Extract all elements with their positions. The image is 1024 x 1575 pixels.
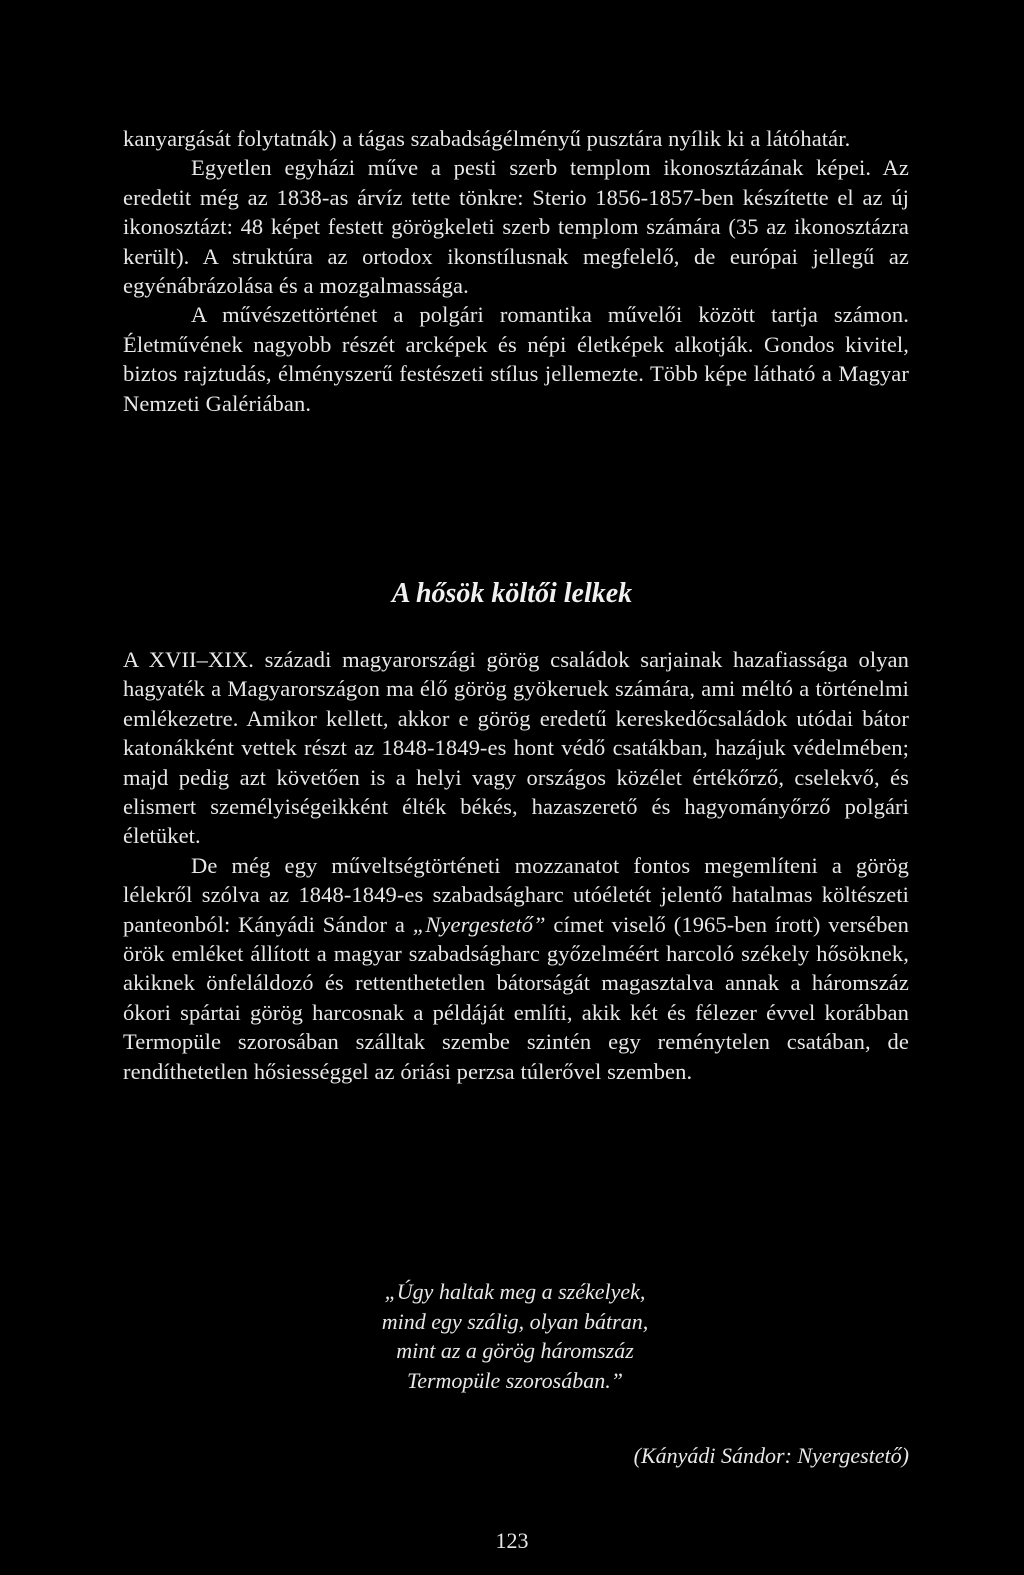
poem-quote bbox=[300, 1277, 730, 1395]
paragraph: A művészettörténet a polgári romantika művelői között tartja számon. Életművének nagyobb részét arcképek és népi életképek alkotják. Gondos kivitel, biztos rajztudás, élményszerű festészeti stílus jellemezte. Több képe látható a Magyar Nemzeti Galériában. bbox=[123, 302, 909, 416]
paragraph bbox=[123, 851, 909, 1086]
paragraph: A XVII–XIX. századi magyarországi görög családok sarjainak hazafiassága olyan hagyaték a Magyarországon ma élő görög gyökeruek számára, ami méltó a történelmi emlékezetre. Amikor kellett, akkor e görög eredetű kereskedőcsaládok utódai bátor katonákként vettek részt az 1848-1849-es hont védő csatákban, hazájuk védelmében; majd pedig azt követően is a helyi vagy országos közélet értékőrző, cselekvő, és elismert személyiségeikként élték békés, hazaszerető és hagyományőrző polgári életüket. bbox=[123, 647, 909, 849]
page-number: 123 bbox=[495, 1528, 529, 1553]
poem-line: mind egy szálig, olyan bátran, bbox=[381, 1308, 649, 1334]
text-section-2 bbox=[123, 645, 909, 1086]
paragraph: kanyargását folytatnák) a tágas szabadságélményű pusztára nyílik ki a látóhatár. bbox=[123, 126, 851, 151]
poem-line: Termopüle szorosában.” bbox=[407, 1367, 623, 1393]
section-heading: A hősök költői lelkek bbox=[391, 578, 633, 609]
text-section-1 bbox=[123, 124, 909, 418]
poem-line: „Úgy haltak meg a székelyek, bbox=[384, 1279, 646, 1304]
paragraph-text: címet viselő (1965-ben írott) versében örök emléket állított a magyar szabadságharc győzelméért harcoló székely hősöknek, akiknek önfeláldozó és rettenthetetlen bátorságát magasztalva annak a háromszáz ókori spártai görög harcosnak a példáját említi, akik két és félezer évvel korábban Termopüle szorosában szálltak szembe szintén egy reménytelen csatában, de rendíthetetlen hősiességgel az óriási perzsa túlerővel szemben. bbox=[123, 911, 909, 1084]
poem-title-reference: „Nyergestető” bbox=[412, 911, 546, 937]
paragraph-text: De még egy műveltségtörténeti mozzanatot fontos megemlíteni a görög lélekről szólva az 1848-1849-es szabadságharc utóéletét jelentő hatalmas költészeti panteonból: Kányádi Sándor a bbox=[123, 852, 909, 937]
poem-line: mint az a görög háromszáz bbox=[396, 1338, 634, 1364]
poem-attribution: (Kányádi Sándor: Nyergestető) bbox=[633, 1443, 909, 1468]
paragraph: Egyetlen egyházi műve a pesti szerb templom ikonosztázának képei. Az eredetit még az 1838-as árvíz tette tönkre: Sterio 1856-1857-ben készítette el az új ikonosztázt: 48 képet festett görögkeleti szerb templom számára (35 az ikonosztázra került). A struktúra az ortodox ikonstílusnak megfelelő, de európai jellegű az egyénábrázolása és a mozgalmassága. bbox=[123, 155, 909, 299]
